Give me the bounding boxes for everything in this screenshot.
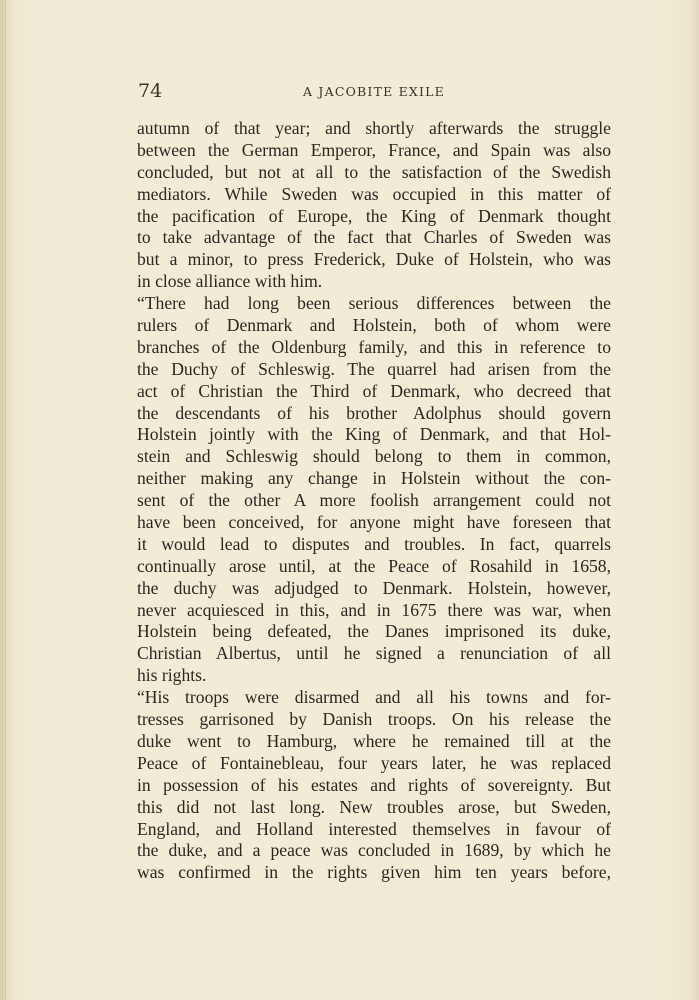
text-line: Holstein jointly with the King of Denmark, and that Hol-: [137, 424, 611, 445]
text-line: neither making any change in Holstein without the con-: [137, 468, 611, 489]
text-line: tresses garrisoned by Danish troops. On his release the: [137, 709, 611, 730]
text-line: the duchy was adjudged to Denmark. Holstein, however,: [137, 577, 611, 598]
text-line: the duke, and a peace was concluded in 1689, by which he: [137, 840, 611, 861]
text-line: Holstein being defeated, the Danes imprisoned its duke,: [137, 621, 611, 642]
text-line: the descendants of his brother Adolphus should govern: [137, 402, 611, 423]
text-line: “His troops were disarmed and all his towns and for-: [137, 687, 611, 708]
text-line: duke went to Hamburg, where he remained till at the: [137, 730, 611, 751]
text-line: concluded, but not at all to the satisfaction of the Swedish: [137, 161, 611, 182]
text-line: autumn of that year; and shortly afterwards the struggle: [137, 118, 611, 138]
text-line: stein and Schleswig should belong to them in common,: [137, 446, 611, 467]
text-line: Christian Albertus, until he signed a renunciation of all: [137, 643, 611, 664]
text-line: the pacification of Europe, the King of Denmark thought: [137, 205, 611, 226]
text-line: never acquiesced in this, and in 1675 there was war, when: [137, 599, 611, 620]
text-line: England, and Holland interested themselves in favour of: [137, 818, 611, 839]
text-line: continually arose until, at the Peace of Rosahild in 1658,: [137, 555, 611, 576]
text-line: act of Christian the Third of Denmark, who decreed that: [137, 380, 611, 401]
text-line: in close alliance with him.: [137, 271, 323, 292]
text-line: between the German Emperor, France, and Spain was also: [137, 139, 611, 160]
text-line: the Duchy of Schleswig. The quarrel had arisen from the: [137, 358, 611, 379]
text-line: in possession of his estates and rights of sovereignty. But: [137, 774, 611, 795]
text-line: branches of the Oldenburg family, and this in reference to: [137, 336, 611, 357]
page-edge-line: [2, 0, 3, 1000]
text-line: this did not last long. New troubles arose, but Sweden,: [137, 796, 611, 817]
text-line: Peace of Fontainebleau, four years later, he was replaced: [137, 752, 611, 773]
page-number: 74: [138, 80, 163, 102]
text-line: but a minor, to press Frederick, Duke of Holstein, who was: [137, 249, 611, 270]
text-line: was confirmed in the rights given him ten years before,: [137, 862, 611, 883]
text-line: rulers of Denmark and Holstein, both of whom were: [137, 315, 611, 336]
running-title: A JACOBITE EXILE: [303, 84, 445, 99]
body-text: [137, 118, 611, 884]
page-edge-line: [5, 0, 6, 1000]
text-line: have been conceived, for anyone might have foreseen that: [137, 512, 611, 533]
text-line: it would lead to disputes and troubles. In fact, quarrels: [137, 533, 611, 554]
text-line: “There had long been serious differences between the: [137, 293, 611, 314]
text-line: mediators. While Sweden was occupied in this matter of: [137, 183, 611, 204]
text-line: his rights.: [137, 665, 207, 686]
page-header: [138, 80, 612, 104]
text-line: sent of the other A more foolish arrangement could not: [137, 490, 611, 511]
text-line: to take advantage of the fact that Charles of Sweden was: [137, 227, 611, 248]
